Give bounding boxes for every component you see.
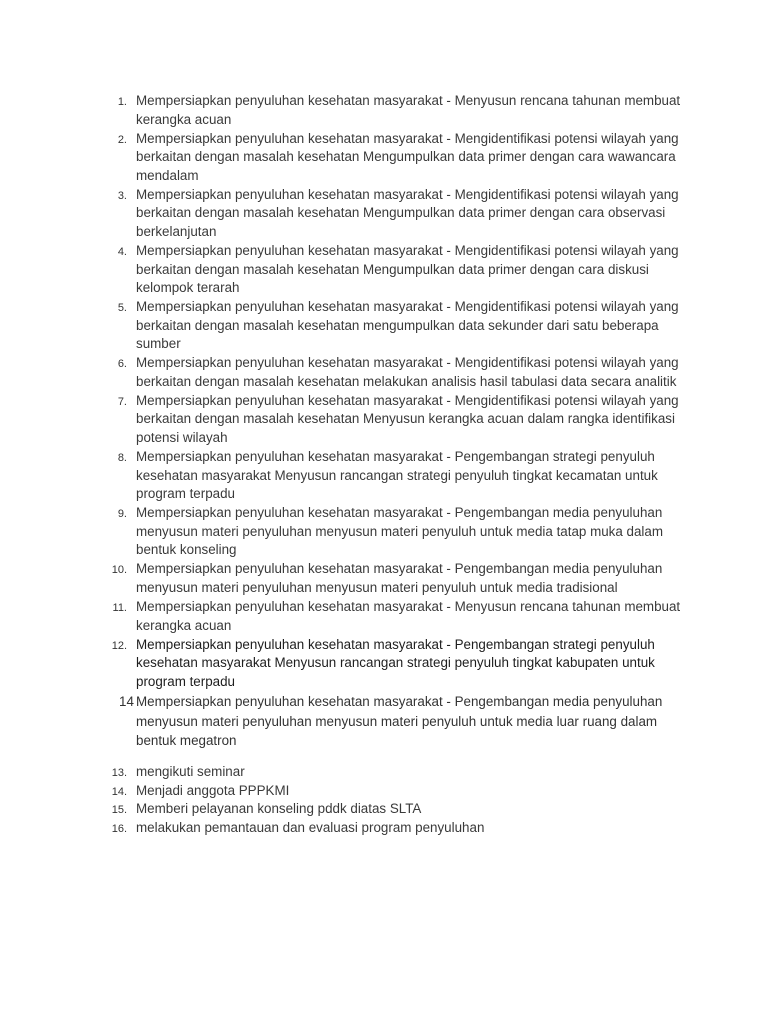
list-text: Mempersiapkan penyuluhan kesehatan masyarakat - Mengidentifikasi potensi wilayah yang berkaitan dengan masalah kesehatan melakukan analisis hasil tabulasi data secara analitik [136, 355, 679, 389]
list-item [0, 186, 768, 242]
list-number: 5. [117, 302, 127, 315]
list-text: Mempersiapkan penyuluhan kesehatan masyarakat - Pengembangan media penyuluhan menyusun materi penyuluhan menyusun materi penyuluh untuk media tatap muka dalam bentuk konseling [136, 505, 664, 558]
list-item-inline-numbered [0, 692, 768, 750]
list-text: Mempersiapkan penyuluhan kesehatan masyarakat - Pengembangan strategi penyuluh kesehatan masyarakat Menyusun rancangan strategi penyuluh tingkat kecamatan untuk program terpadu [136, 449, 658, 502]
list-item [0, 782, 768, 801]
list-text: Mempersiapkan penyuluhan kesehatan masyarakat - Mengidentifikasi potensi wilayah yang berkaitan dengan masalah kesehatan Mengumpulkan data primer dengan cara wawancara mendalam [136, 130, 679, 183]
list-text: Mempersiapkan penyuluhan kesehatan masyarakat - Pengembangan strategi penyuluh kesehatan masyarakat Menyusun rancangan strategi penyuluh tingkat kabupaten untuk program terpadu [136, 636, 655, 689]
list-text: Mempersiapkan penyuluhan kesehatan masyarakat - Mengidentifikasi potensi wilayah yang berkaitan dengan masalah kesehatan Menyusun kerangka acuan dalam rangka identifikasi potensi wilayah [136, 392, 679, 446]
list-text: Mempersiapkan penyuluhan kesehatan masyarakat - Menyusun rencana tahunan membuat kerangka acuan [136, 93, 681, 127]
list-number: 7. [117, 395, 127, 408]
list-item [0, 392, 768, 448]
list-text: mengikuti seminar [136, 763, 245, 779]
list-text: Mempersiapkan penyuluhan kesehatan masyarakat - Mengidentifikasi potensi wilayah yang berkaitan dengan masalah kesehatan Mengumpulkan data primer dengan cara observasi berkelanjutan [136, 186, 679, 239]
list-item [0, 800, 768, 819]
list-number: 6. [117, 358, 127, 371]
list-item [0, 130, 768, 186]
list-text: Mempersiapkan penyuluhan kesehatan masyarakat - Pengembangan media penyuluhan menyusun materi penyuluhan menyusun materi penyuluh untuk media luar ruang dalam bentuk megatron [136, 694, 663, 749]
list-number: 14. [111, 785, 127, 798]
list-number: 1. [117, 96, 127, 108]
list-number: 9. [117, 508, 127, 521]
list-text: Memberi pelayanan konseling pddk diatas SLTA [136, 801, 422, 817]
list-text: Mempersiapkan penyuluhan kesehatan masyarakat - Mengidentifikasi potensi wilayah yang berkaitan dengan masalah kesehatan Mengumpulkan data primer dengan cara diskusi kelompok terarah [136, 242, 679, 296]
list-number: 15. [111, 804, 127, 817]
list-number: 4. [117, 245, 127, 258]
list-item [0, 298, 768, 354]
list-item [0, 560, 768, 597]
list-number: 13. [111, 766, 127, 779]
list-item [0, 242, 768, 298]
list-item [0, 504, 768, 560]
list-text: Mempersiapkan penyuluhan kesehatan masyarakat - Pengembangan media penyuluhan menyusun materi penyuluhan menyusun materi penyuluh untuk media tradisional [136, 561, 663, 595]
list-item [0, 636, 768, 692]
list-number: 16. [111, 823, 127, 836]
list-item [0, 819, 768, 838]
list-number: 11. [112, 601, 127, 614]
list-item [0, 763, 768, 782]
list-text: Menjadi anggota PPPKMI [136, 782, 290, 798]
list-item [0, 92, 768, 129]
list-number: 8. [117, 452, 127, 465]
list-number: 3. [117, 189, 127, 202]
activity-list [0, 92, 768, 838]
list-item [0, 354, 768, 391]
list-item [0, 598, 768, 635]
list-text: Mempersiapkan penyuluhan kesehatan masyarakat - Mengidentifikasi potensi wilayah yang berkaitan dengan masalah kesehatan mengumpulkan data sekunder dari satu beberapa sumber [136, 299, 679, 352]
inline-number: 14 [119, 694, 134, 710]
list-number: 10. [111, 564, 127, 577]
list-text: melakukan pemantauan dan evaluasi program penyuluhan [136, 820, 485, 836]
list-number: 2. [117, 133, 127, 146]
list-number: 12. [111, 639, 127, 652]
list-spacer [0, 751, 768, 763]
list-item [0, 448, 768, 504]
list-text: Mempersiapkan penyuluhan kesehatan masyarakat - Menyusun rencana tahunan membuat kerangka acuan [136, 598, 681, 633]
